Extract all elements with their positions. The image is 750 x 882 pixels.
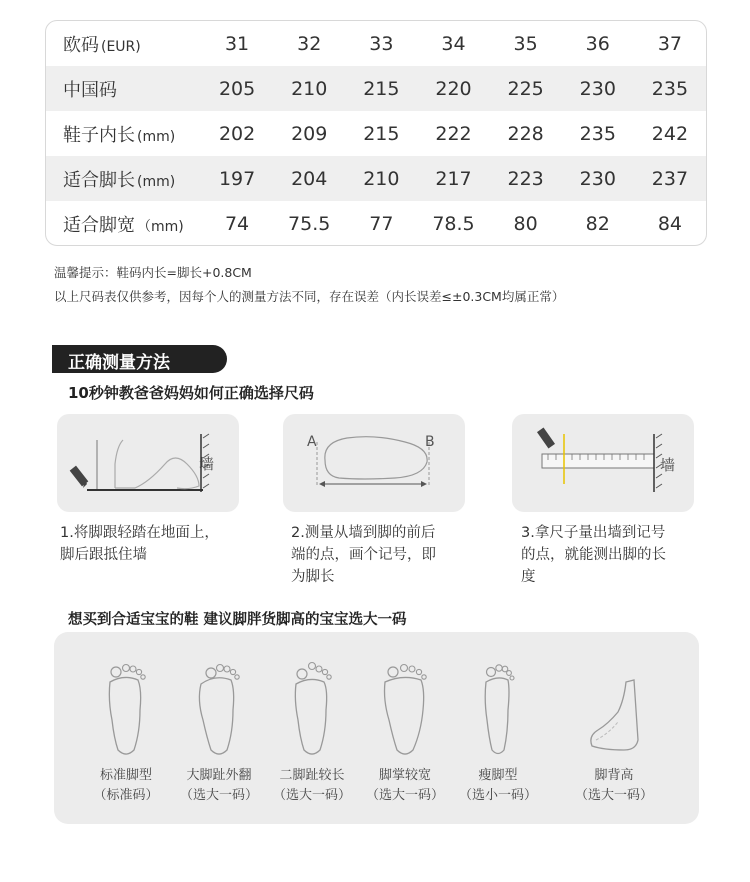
table-cell: 204 [273, 156, 345, 201]
slim-foot-icon [468, 660, 528, 760]
table-cell: 202 [218, 122, 256, 145]
row-label: 欧码 (EUR) [63, 34, 141, 56]
table-cell: 242 [651, 122, 689, 145]
foot-type-wide [355, 632, 455, 824]
table-cell: 210 [345, 156, 417, 201]
long-second-toe-foot-icon [282, 660, 342, 760]
high-instep-foot-icon [584, 660, 644, 760]
bunion-foot-icon [189, 660, 249, 760]
table-cell: 84 [657, 212, 683, 235]
point-a-label: A [307, 434, 317, 450]
row-label: 适合脚长 (mm) [46, 156, 201, 201]
table-cell: 235 [634, 66, 706, 111]
table-row-foot-length [46, 156, 706, 201]
table-cell: 222 [435, 122, 472, 145]
table-cell: 237 [634, 156, 706, 201]
table-row-foot-width [46, 201, 706, 246]
table-cell: 78.5 [432, 212, 475, 235]
table-cell: 228 [507, 122, 544, 145]
foot-type-advice: （选大一码） [272, 788, 351, 803]
step-2-illustration [283, 414, 465, 512]
foot-type-heading: 想买到合适宝宝的鞋 建议脚胖货脚高的宝宝选大一码 [68, 612, 407, 628]
table-cell: 205 [201, 66, 273, 111]
table-cell: 223 [490, 156, 562, 201]
foot-type-high-instep [564, 632, 664, 824]
table-cell: 77 [369, 212, 394, 235]
step-3-illustration [512, 414, 694, 512]
table-cell: 235 [579, 122, 616, 145]
step-1-illustration [57, 414, 239, 512]
table-cell: 230 [562, 156, 634, 201]
table-row-eur [46, 21, 706, 66]
foot-type-name: 大脚趾外翻 [186, 768, 252, 783]
row-label: 适合脚宽 （mm) [63, 214, 184, 236]
section-subtitle: 10秒钟教爸爸妈妈如何正确选择尺码 [68, 384, 314, 402]
table-cell: 31 [224, 32, 250, 55]
table-cell: 230 [562, 66, 634, 111]
foot-type-advice: （选大一码） [365, 788, 444, 803]
tip-formula: 温馨提示：鞋码内长=脚长+0.8CM [54, 265, 252, 280]
step-2-text: 2.测量从墙到脚的前后 端的点，画个记号，即 为脚长 [291, 525, 436, 585]
foot-type-advice: （选小一码） [458, 788, 537, 803]
table-cell: 217 [417, 156, 489, 201]
table-cell: 82 [585, 212, 610, 235]
foot-type-standard [76, 632, 176, 824]
table-cell: 210 [273, 66, 345, 111]
table-cell: 225 [490, 66, 562, 111]
heel-on-floor-icon [70, 434, 209, 492]
foot-type-name: 脚掌较宽 [378, 768, 431, 783]
footprint-outline-icon [317, 437, 429, 487]
size-table [45, 20, 707, 246]
tip-disclaimer: 以上尺码表仅供参考，因每个人的测量方法不同，存在误差（内长误差≤±0.3CM均属正常） [54, 289, 565, 304]
table-cell: 209 [291, 122, 328, 145]
step-1-text: 1.将脚跟轻踏在地面上， 脚后跟抵住墙 [60, 525, 219, 563]
foot-type-name: 二脚趾较长 [279, 768, 345, 783]
foot-type-name: 标准脚型 [99, 768, 152, 783]
table-cell: 37 [657, 32, 683, 55]
table-cell: 220 [417, 66, 489, 111]
foot-type-bunion [169, 632, 269, 824]
table-cell: 74 [224, 212, 250, 235]
foot-type-name: 瘦脚型 [478, 768, 518, 783]
table-cell: 35 [513, 32, 538, 55]
table-cell: 215 [345, 66, 417, 111]
table-cell: 32 [297, 32, 322, 55]
table-cell: 34 [441, 32, 466, 55]
table-cell: 215 [363, 122, 400, 145]
row-label: 鞋子内长 (mm) [63, 124, 176, 146]
table-cell: 33 [369, 32, 394, 55]
section-title: 正确测量方法 [68, 353, 170, 373]
wall-label: 墙 [660, 456, 676, 474]
foot-type-panel [54, 632, 699, 824]
wall-label: 墙 [199, 455, 215, 473]
step-3-text: 3.拿尺子量出墙到记号 的点，就能测出脚的长 度 [521, 525, 666, 585]
standard-foot-icon [96, 660, 156, 760]
table-cell: 75.5 [288, 212, 331, 235]
table-row-china-size [46, 66, 706, 111]
foot-type-advice: （选大一码） [574, 788, 653, 803]
table-cell: 197 [201, 156, 273, 201]
foot-type-long-second-toe [262, 632, 362, 824]
table-cell: 80 [513, 212, 538, 235]
row-label: 中国码 [46, 66, 201, 111]
table-cell: 36 [585, 32, 610, 55]
ruler-icon [537, 428, 662, 492]
foot-type-slim [448, 632, 548, 824]
wide-foot-icon [375, 660, 435, 760]
point-b-label: B [425, 434, 435, 450]
foot-type-advice: （标准码） [93, 788, 159, 803]
table-row-inner-length [46, 111, 706, 156]
foot-type-name: 脚背高 [594, 768, 634, 783]
foot-type-advice: （选大一码） [179, 788, 258, 803]
